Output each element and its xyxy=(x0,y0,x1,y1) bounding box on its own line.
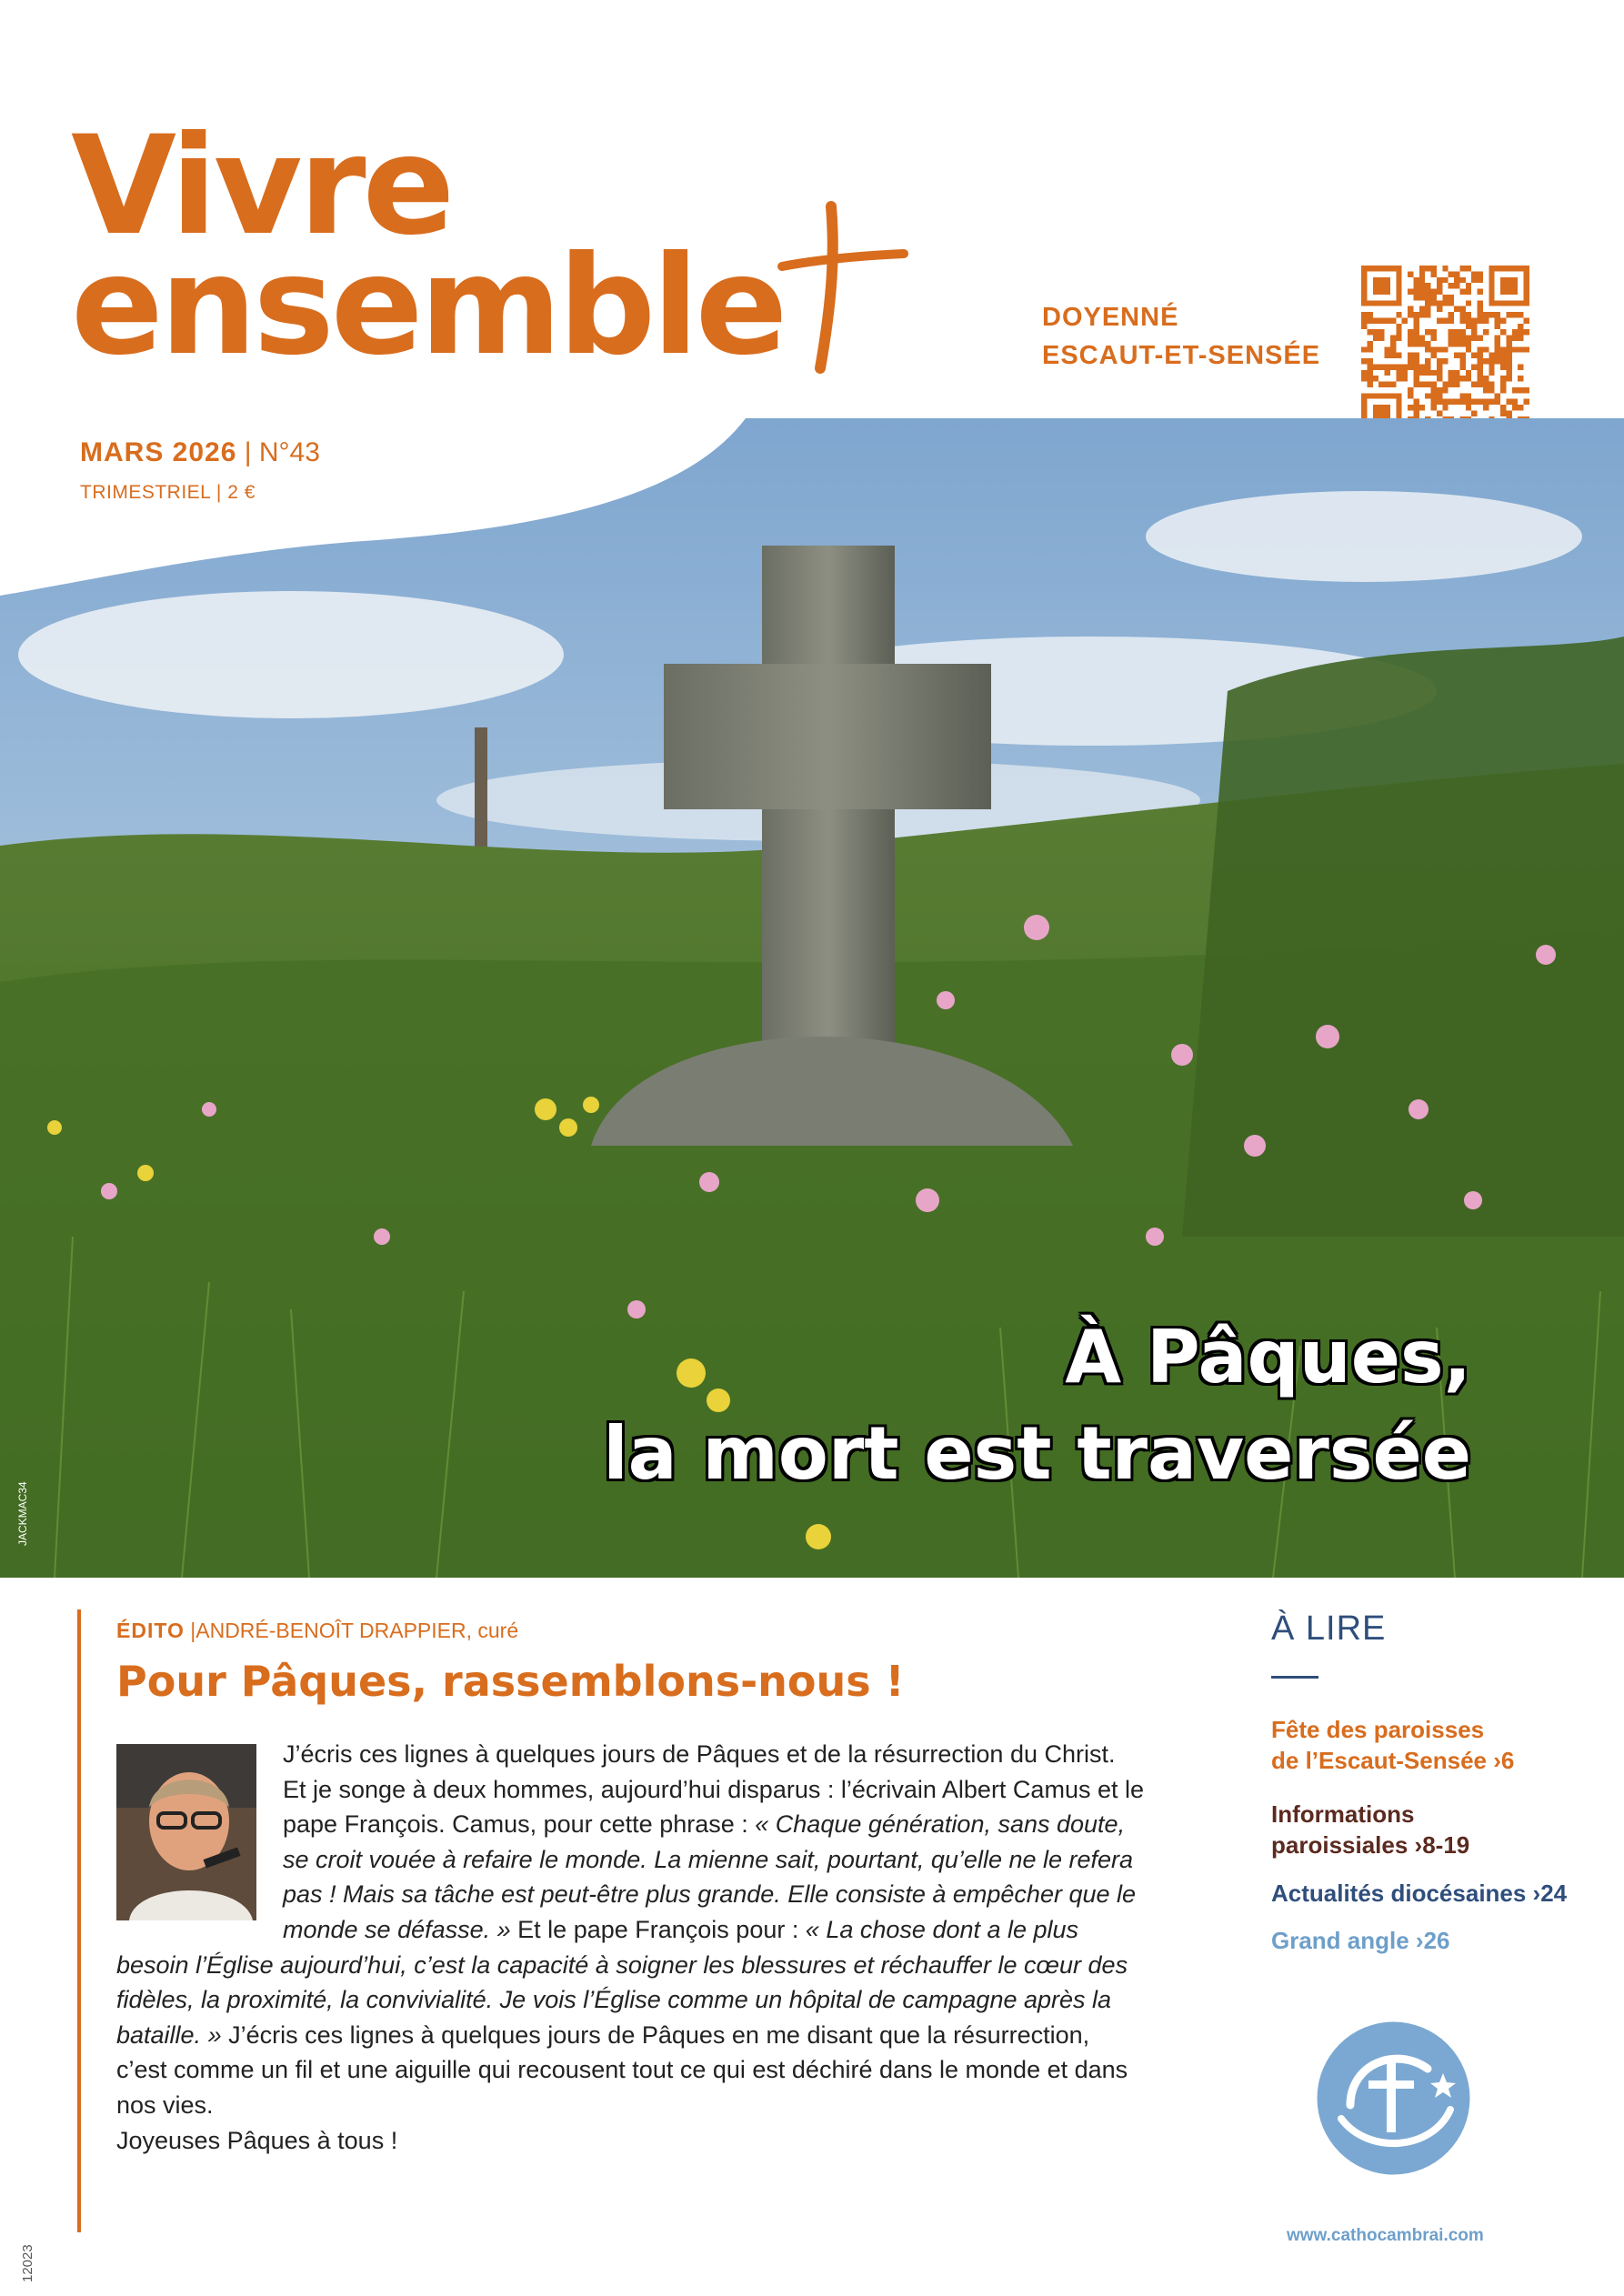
toc-item-fete[interactable] xyxy=(1271,1714,1544,1776)
edito-text-3: J’écris ces lignes à quelques jours de Pâques en me disant que la résurrection, c’est comme un fil et une aiguille qui recousent tout ce qui est déchiré dans le monde et dans nos vies. xyxy=(116,2020,1128,2119)
cover-headline-line2: la mort est traversée xyxy=(603,1411,1471,1496)
issue-number: N°43 xyxy=(258,437,320,467)
toc-item-line: de l’Escaut-Sensée ›6 xyxy=(1271,1747,1515,1774)
cover-headline-line1: À Pâques, xyxy=(1065,1315,1471,1399)
toc-item-actualites[interactable]: Actualités diocésaines ›24 xyxy=(1271,1880,1568,1907)
edito-text-1: J’écris ces lignes à quelques jours de Pâques et de la résurrection du Christ. Et je songe à deux hommes, aujourd’hui disparus : l’écrivain Albert Camus et le pape François. Camus, pour cette phrase : xyxy=(283,1740,1144,1839)
toc-item-line: Fête des paroisses xyxy=(1271,1716,1485,1743)
doyenne-label xyxy=(1042,298,1320,375)
magazine-title-line1: Vivre xyxy=(71,107,452,266)
toc-item-informations[interactable] xyxy=(1271,1799,1544,1860)
website-link[interactable]: www.cathocambrai.com xyxy=(1287,2226,1484,2245)
issue-date: MARS 2026 xyxy=(80,437,237,467)
edito-label xyxy=(116,1619,518,1643)
diocese-logo-icon xyxy=(1314,2019,1473,2178)
camus-quote: « Chaque génération, sans doute, se croit vouée à refaire le monde. La mienne sait, pourtant, qu’elle ne le refera pas ! Mais sa tâche est peut-être plus grande. Elle consiste à empêcher que le monde se défasse. » xyxy=(283,1810,1137,1943)
francis-quote: « La chose dont a le plus besoin l’Église aujourd’hui, c’est la capacité à soigner les blessures et réchauffer le cœur des fidèles, la proximité, la convivialité. Je vois l’Église comme un hôpital de campagne après la bataille. » xyxy=(116,1915,1128,2049)
cover-headline xyxy=(603,1309,1471,1502)
portrait-spacer xyxy=(116,1737,283,1913)
qr-code-icon[interactable] xyxy=(1361,261,1529,438)
edito-text-2: Et le pape François pour : xyxy=(510,1915,806,1943)
doyenne-line2: ESCAUT-ET-SENSÉE xyxy=(1042,341,1321,370)
toc-item-line: Informations xyxy=(1271,1800,1415,1828)
photo-credit: JACKMAC34 xyxy=(16,1481,29,1546)
print-code: 12023 xyxy=(20,2244,35,2282)
edito-kicker: ÉDITO xyxy=(116,1619,185,1642)
edito-body xyxy=(116,1737,1144,2158)
periodicity-price: TRIMESTRIEL | 2 € xyxy=(80,482,256,503)
edito-closing: Joyeuses Pâques à tous ! xyxy=(116,2126,398,2154)
edito-author: |ANDRÉ-BENOÎT DRAPPIER, curé xyxy=(184,1619,519,1642)
magazine-title-line2: ensemble xyxy=(71,227,785,386)
edito-title: Pour Pâques, rassemblons-nous ! xyxy=(116,1657,905,1706)
edito-accent-bar xyxy=(77,1609,81,2232)
cross-logo-icon xyxy=(775,196,911,377)
doyenne-line1: DOYENNÉ xyxy=(1042,303,1179,332)
issue-info xyxy=(80,437,320,468)
toc-item-grand-angle[interactable]: Grand angle ›26 xyxy=(1271,1927,1450,1954)
issue-separator: | xyxy=(236,437,259,467)
a-lire-title: À LIRE xyxy=(1271,1609,1387,1648)
toc-item-line: paroissiales ›8-19 xyxy=(1271,1831,1470,1859)
a-lire-rule xyxy=(1271,1676,1318,1679)
